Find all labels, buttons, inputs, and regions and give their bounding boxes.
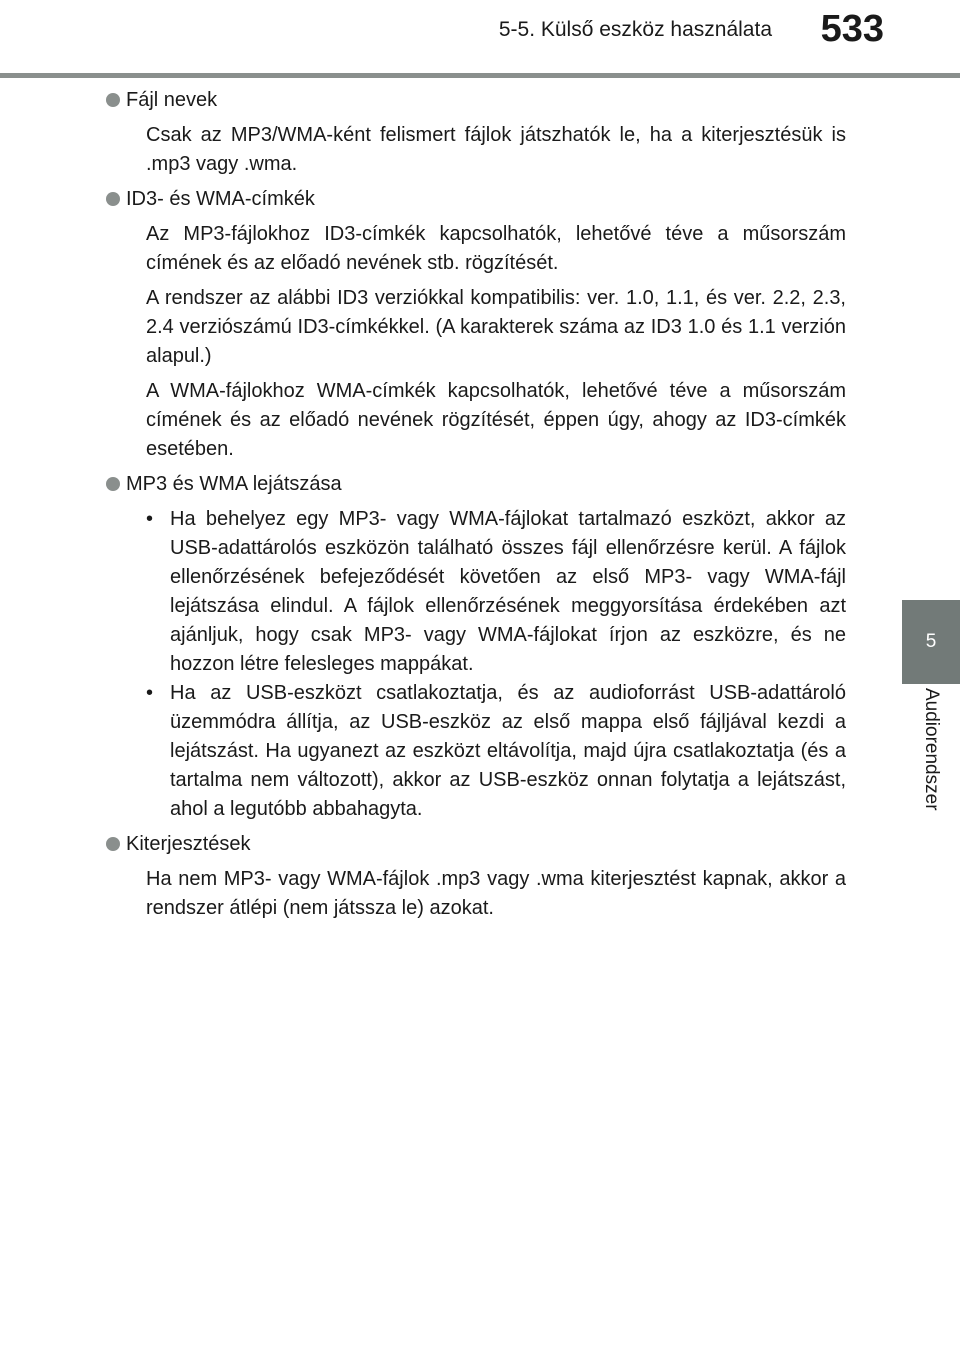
chapter-tab xyxy=(902,600,960,684)
bullet-mark: • xyxy=(146,508,154,530)
header-rule xyxy=(0,73,960,78)
page-header xyxy=(0,0,960,80)
heading-text: Kiterjesztések xyxy=(126,833,251,855)
list-item xyxy=(146,505,846,679)
section-heading xyxy=(106,470,846,499)
bullet-dot-icon xyxy=(106,192,120,206)
paragraph: Csak az MP3/WMA-ként felismert fájlok játszhatók le, ha a kiterjesztésük is .mp3 vagy .wma. xyxy=(146,124,846,175)
heading-text: MP3 és WMA lejátszása xyxy=(126,473,342,495)
section-title: 5-5. Külső eszköz használata xyxy=(498,18,772,41)
heading-text: Fájl nevek xyxy=(126,89,218,111)
bullet-mark: • xyxy=(146,682,154,704)
paragraph: A rendszer az alábbi ID3 verziókkal kompatibilis: ver. 1.0, 1.1, és ver. 2.2, 2.3, 2.4 verziószámú ID3-címkékkel. (A karakterek száma az ID3 1.0 és 1.1 verzión alapul.) xyxy=(146,287,846,367)
page-number: 533 xyxy=(820,8,884,50)
chapter-label: Audiorendszer xyxy=(921,688,942,811)
section-playback xyxy=(126,470,846,824)
bullet-dot-icon xyxy=(106,93,120,107)
paragraph: Ha nem MP3- vagy WMA-fájlok .mp3 vagy .wma kiterjesztést kapnak, akkor a rendszer átlépi (nem játssza le) azokat. xyxy=(146,868,846,919)
list-item-text: Ha az USB-eszközt csatlakoztatja, és az audioforrást USB-adattároló üzemmódra állítja, az USB-eszköz az első mappa első fájljával kezdi a lejátszást. Ha ugyanezt az eszközt eltávolítja, majd újra csatlakoztatja (és a tartalma nem változott), akkor az USB-eszköz onnan folytatja a lejátszást, ahol a legutóbb abbahagyta. xyxy=(170,682,846,820)
bullet-dot-icon xyxy=(106,477,120,491)
list-item xyxy=(146,679,846,824)
section-heading xyxy=(106,185,846,214)
section-extensions xyxy=(126,830,846,923)
section-heading xyxy=(106,86,846,115)
chapter-number: 5 xyxy=(925,631,937,652)
bullet-dot-icon xyxy=(106,837,120,851)
bullet-list xyxy=(146,505,846,824)
page-content xyxy=(126,86,846,929)
list-item-text: Ha behelyez egy MP3- vagy WMA-fájlokat tartalmazó eszközt, akkor az USB-adattárolós eszközön található összes fájl ellenőrzésre kerül. A fájlok ellenőrzésének befejeződését követően az első MP3- vagy WMA-fájl lejátszása elindul. A fájlok ellenőrzésének meggyorsítása érdekében azt ajánljuk, hogy csak MP3- vagy WMA-fájlokat írjon az eszközre, és ne hozzon létre felesleges mappákat. xyxy=(170,508,846,675)
section-file-names xyxy=(126,86,846,179)
chapter-label-container xyxy=(902,688,960,838)
paragraph: A WMA-fájlokhoz WMA-címkék kapcsolhatók, lehetővé téve a műsorszám címének és az előadó nevének rögzítését, éppen úgy, ahogy az ID3-címkék esetében. xyxy=(146,380,846,460)
paragraph: Az MP3-fájlokhoz ID3-címkék kapcsolhatók, lehetővé téve a műsorszám címének és az előadó nevének stb. rögzítését. xyxy=(146,223,846,274)
section-heading xyxy=(106,830,846,859)
section-tags xyxy=(126,185,846,464)
heading-text: ID3- és WMA-címkék xyxy=(126,188,315,210)
